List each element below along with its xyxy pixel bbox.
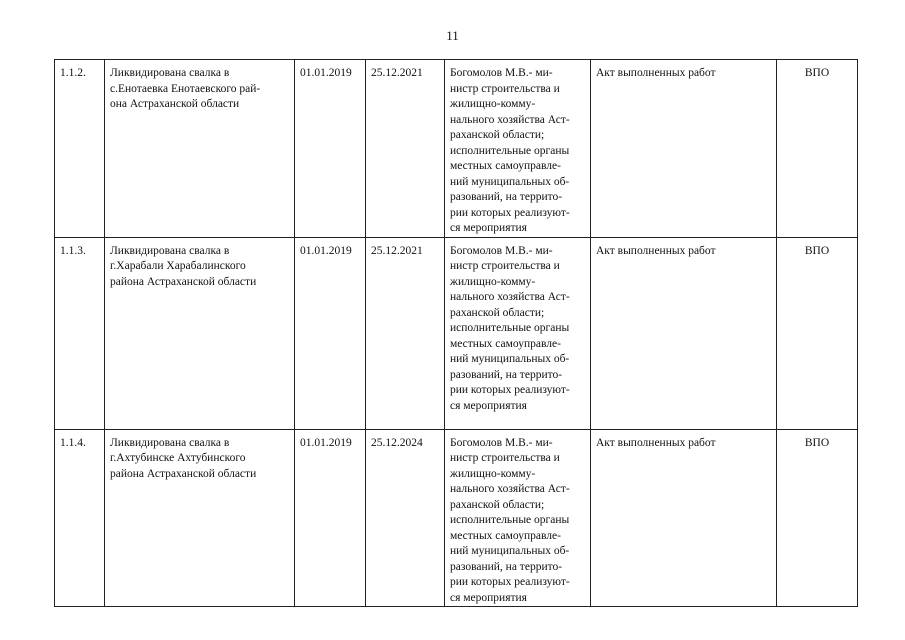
description-line: г.Харабали Харабалинского (110, 260, 246, 272)
start-date-cell: 01.01.2019 (295, 429, 366, 607)
responsible-line: местных самоуправле- (450, 160, 561, 172)
responsible-line: нистр строительства и (450, 260, 560, 272)
description-line: Ликвидирована свалка в (110, 67, 230, 79)
end-date-cell: 25.12.2024 (366, 429, 445, 607)
measures-table (54, 59, 858, 607)
responsible-cell (445, 429, 591, 607)
responsible-cell (445, 60, 591, 238)
responsible-line: рии которых реализуют- (450, 206, 570, 219)
page-number: 11 (446, 28, 459, 43)
responsible-line: ся мероприятия (450, 591, 527, 604)
result-cell: Акт выполненных работ (591, 60, 777, 238)
responsible-line: исполнительные органы (450, 144, 570, 157)
description-line: она Астраханской области (110, 98, 240, 110)
responsible-line: ся мероприятия (450, 222, 527, 234)
responsible-line: раханской области; (450, 498, 545, 511)
item-number-cell: 1.1.4. (55, 429, 105, 607)
responsible-line: ний муниципальных об- (450, 353, 570, 365)
description-line: Ликвидирована свалка в (110, 436, 230, 449)
responsible-line: Богомолов М.В.- ми- (450, 244, 553, 257)
responsible-line: разований, на террито- (450, 368, 563, 381)
table-row (55, 237, 858, 429)
start-date-cell: 01.01.2019 (295, 60, 366, 238)
description-cell (105, 237, 295, 429)
item-number-cell: 1.1.2. (55, 60, 105, 238)
responsible-line: раханской области; (450, 129, 545, 141)
funding-source-cell: ВПО (777, 429, 858, 607)
description-line: района Астраханской области (110, 275, 257, 288)
responsible-line: рии которых реализуют- (450, 576, 570, 588)
responsible-line: жилищно-комму- (450, 467, 536, 480)
item-number-cell: 1.1.3. (55, 237, 105, 429)
responsible-line: разований, на террито- (450, 560, 563, 573)
responsible-line: рии которых реализуют- (450, 384, 570, 396)
responsible-line: Богомолов М.В.- ми- (450, 67, 553, 79)
table-row (55, 60, 858, 238)
responsible-line: исполнительные органы (450, 322, 570, 334)
responsible-line: нального хозяйства Аст- (450, 113, 570, 126)
end-date-cell: 25.12.2021 (366, 237, 445, 429)
start-date-cell: 01.01.2019 (295, 237, 366, 429)
table-row (55, 429, 858, 607)
responsible-line: ний муниципальных об- (450, 175, 570, 188)
responsible-line: нального хозяйства Аст- (450, 483, 570, 495)
funding-source-cell: ВПО (777, 237, 858, 429)
responsible-line: местных самоуправле- (450, 337, 561, 350)
result-cell: Акт выполненных работ (591, 429, 777, 607)
responsible-line: нистр строительства и (450, 452, 560, 464)
responsible-line: разований, на террито- (450, 191, 563, 203)
responsible-line: Богомолов М.В.- ми- (450, 436, 553, 449)
description-line: г.Ахтубинске Ахтубинского (110, 452, 246, 464)
description-cell (105, 429, 295, 607)
responsible-line: раханской области; (450, 306, 545, 319)
responsible-line: исполнительные органы (450, 514, 570, 526)
description-line: с.Енотаевка Енотаевского рай- (110, 82, 261, 95)
description-cell (105, 60, 295, 238)
description-line: Ликвидирована свалка в (110, 244, 230, 257)
responsible-line: нистр строительства и (450, 82, 560, 95)
responsible-line: жилищно-комму- (450, 275, 536, 288)
result-cell: Акт выполненных работ (591, 237, 777, 429)
funding-source-cell: ВПО (777, 60, 858, 238)
responsible-line: ний муниципальных об- (450, 545, 570, 557)
description-line: района Астраханской области (110, 467, 257, 480)
end-date-cell: 25.12.2021 (366, 60, 445, 238)
responsible-cell (445, 237, 591, 429)
responsible-line: ся мероприятия (450, 399, 527, 412)
responsible-line: жилищно-комму- (450, 98, 536, 110)
responsible-line: местных самоуправле- (450, 529, 561, 542)
responsible-line: нального хозяйства Аст- (450, 291, 570, 303)
